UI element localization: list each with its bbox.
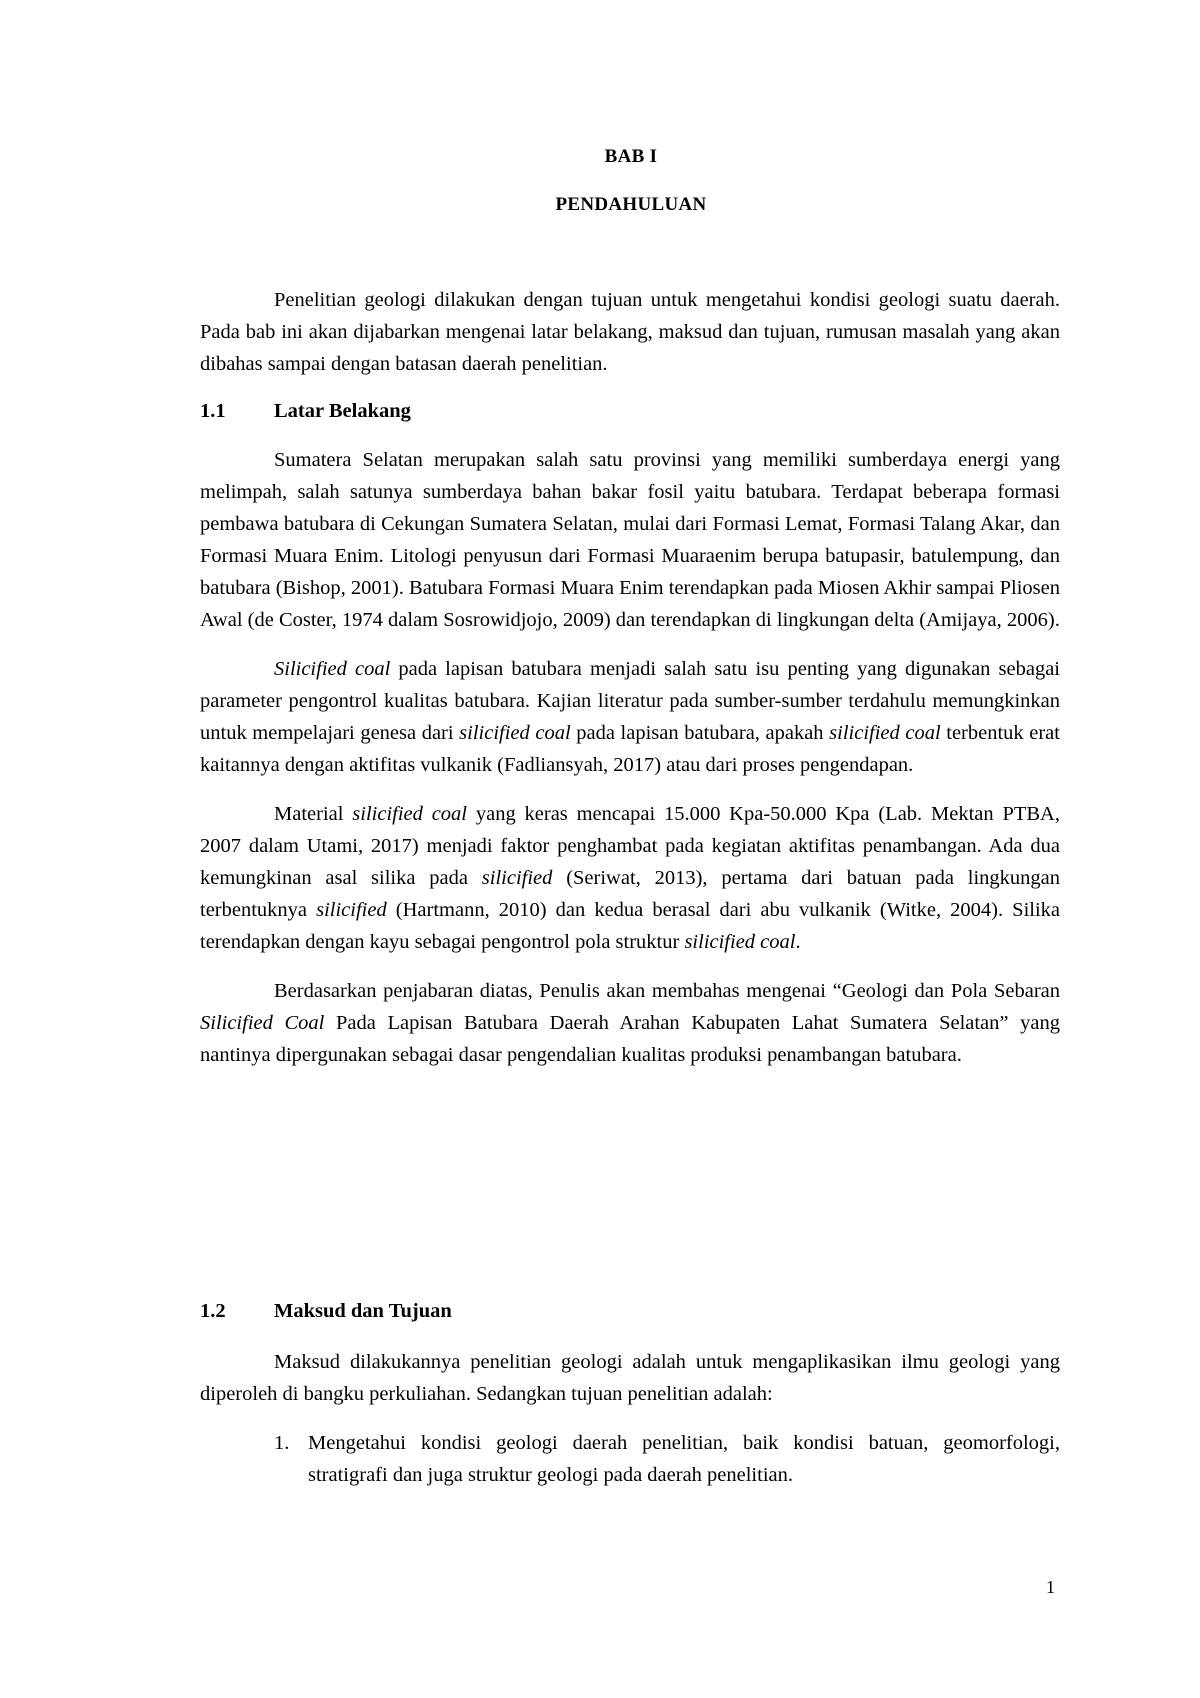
emphasis-term: silicified coal [829,722,941,744]
section-number: 1.2 [200,1300,226,1322]
page-number: 1 [1046,1577,1055,1597]
paragraph-text-run: yang keras mencapai 15.000 Kpa-50.000 Kpa (Lab. Mektan PTBA, 2007 dalam Utami, 2017) menjadi faktor penghambat pada kegiatan aktifitas penambangan. Ada dua kemungkinan asal silika pada [200,803,1060,889]
emphasis-term: Silicified Coal [200,1012,325,1034]
chapter-title: PENDAHULUAN [555,194,707,215]
section-title: Latar Belakang [274,400,411,422]
latar-belakang-paragraph-2 [200,653,1060,781]
section-number: 1.1 [200,400,226,422]
emphasis-term: silicified [316,899,387,921]
latar-belakang-paragraph-3 [200,798,1060,958]
paragraph-text-run: . [795,931,801,953]
emphasis-term: silicified coal [352,803,468,825]
latar-belakang-body [200,444,1060,1071]
section-title: Maksud dan Tujuan [274,1300,452,1322]
paragraph-text-run: Material [274,803,353,825]
latar-belakang-paragraph-4 [200,975,1060,1071]
maksud-tujuan-paragraph: Maksud dilakukannya penelitian geologi adalah untuk mengaplikasikan ilmu geologi yang diperoleh di bangku perkuliahan. Sedangkan tujuan penelitian adalah: [200,1351,1060,1405]
section-heading-latar-belakang [200,395,411,427]
emphasis-term: silicified coal [684,931,796,953]
paragraph-text-run: pada lapisan batubara, apakah [570,722,830,744]
section-heading-maksud-dan-tujuan [200,1295,452,1327]
list-marker: 1. [274,1432,290,1454]
paragraph-text-run: Pada Lapisan Batubara Daerah Arahan Kabupaten Lahat Sumatera Selatan” yang nantinya dipergunakan sebagai dasar pengendalian kualitas produksi penambangan batubara. [200,1012,1060,1066]
paragraph-text-run: Berdasarkan penjabaran diatas, Penulis akan membahas mengenai “Geologi dan Pola Sebaran [274,980,1060,1002]
intro-paragraph: Penelitian geologi dilakukan dengan tujuan untuk mengetahui kondisi geologi suatu daerah. Pada bab ini akan dijabarkan mengenai latar belakang, maksud dan tujuan, rumusan masalah yang akan dibahas sampai dengan batasan daerah penelitian. [200,289,1060,375]
emphasis-term: silicified coal [459,722,571,744]
latar-belakang-paragraph-1: Sumatera Selatan merupakan salah satu provinsi yang memiliki sumberdaya energi yang melimpah, salah satunya sumberdaya bahan bakar fosil yaitu batubara. Terdapat beberapa formasi pembawa batubara di Cekungan Sumatera Selatan, mulai dari Formasi Lemat, Formasi Talang Akar, dan Formasi Muara Enim. Litologi penyusun dari Formasi Muaraenim berupa batupasir, batulempung, dan batubara (Bishop, 2001). Batubara Formasi Muara Enim terendapkan pada Miosen Akhir sampai Pliosen Awal (de Coster, 1974 dalam Sosrowidjojo, 2009) dan terendapkan di lingkungan delta (Amijaya, 2006). [200,449,1060,631]
paragraph-text-run: terbentuk erat kaitannya dengan aktifitas vulkanik (Fadliansyah, 2017) atau dari proses pengendapan. [200,722,1060,776]
list-item-text: Mengetahui kondisi geologi daerah penelitian, baik kondisi batuan, geomorfologi, stratigrafi dan juga struktur geologi pada daerah penelitian. [308,1432,1060,1486]
paragraph-text-run: (Hartmann, 2010) dan kedua berasal dari abu vulkanik (Witke, 2004). Silika terendapkan dengan kayu sebagai pengontrol pola struktur [200,899,1061,953]
maksud-tujuan-body [200,1346,1060,1410]
paragraph-text-run: pada lapisan batubara menjadi salah satu isu penting yang digunakan sebagai parameter pengontrol kualitas batubara. Kajian literatur pada sumber-sumber terdahulu memungkinkan untuk mempelajari genesa dari [200,658,1060,744]
emphasis-term: silicified [481,867,553,889]
emphasis-term: Silicified coal [274,658,391,680]
paragraph-text-run: (Seriwat, 2013), pertama dari batuan pada lingkungan terbentuknya [200,867,1060,921]
intro-section [200,284,1060,380]
list-item [274,1427,1060,1491]
chapter-number: BAB I [604,146,658,167]
